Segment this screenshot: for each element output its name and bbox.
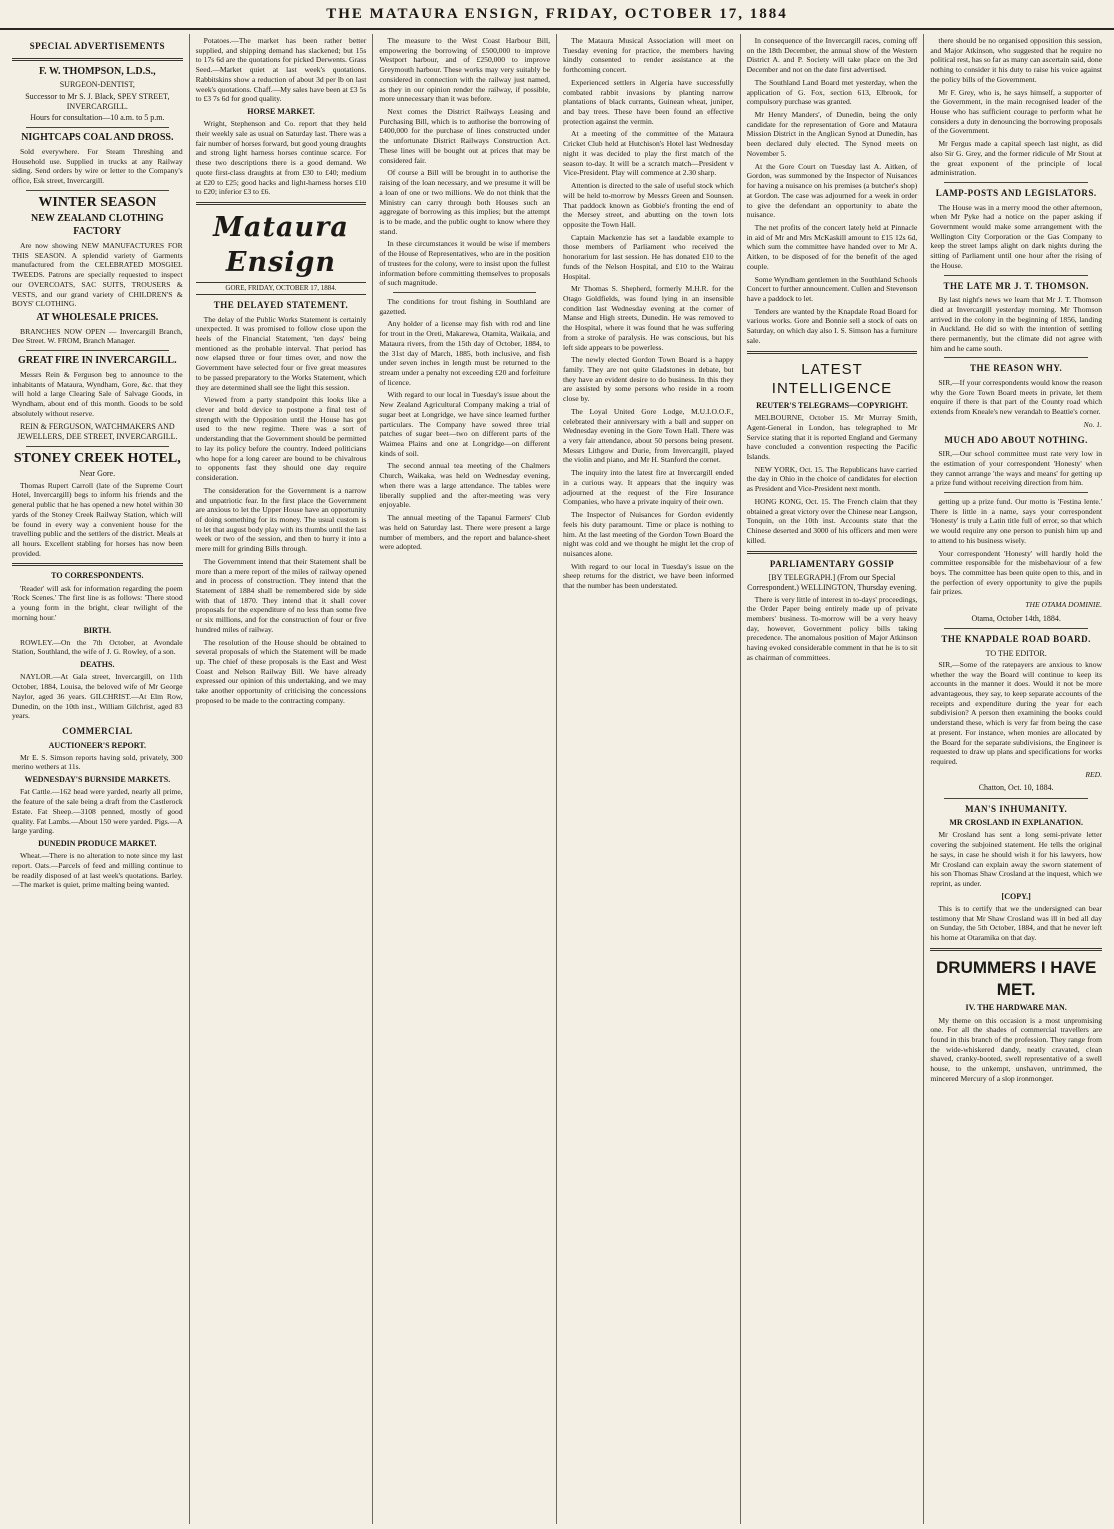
local-news-item: The newly elected Gordon Town Board is a happy family. They are not quite Gladstones in debate, but they have an evident desire to do business. In this they are assisted by some persons who reside in a room close by. bbox=[563, 355, 734, 404]
divider bbox=[26, 190, 169, 191]
produce-body: Wheat.—There is no alteration to note since my last report. Oats.—Parcels of feed and milling continue to be readily disposed of at last week's quotations. Barley.—The market is quiet, prime malting being wanted. bbox=[12, 851, 183, 890]
local-news-item: The Inspector of Nuisances for Gordon evidently feels his duty paramount. Time or place is nothing to him. At the last meeting of the Gordon Town Board the night was cold and we thought he might let the crop of nuisances alone. bbox=[563, 510, 734, 558]
inhumanity-heading: MAN'S INHUMANITY. bbox=[965, 803, 1068, 814]
divider bbox=[393, 292, 536, 293]
knapdale-date: Chatton, Oct. 10, 1884. bbox=[978, 783, 1054, 793]
divider bbox=[944, 628, 1088, 629]
farmers-club-body: The annual meeting of the Tapanui Farmers' Club was held on Saturday last. There were present a large number of members, and the report and balance-sheet were adopted. bbox=[379, 513, 550, 552]
dentist-ad-hours: Hours for consultation—10 a.m. to 5 p.m. bbox=[30, 113, 165, 123]
local-news-item: At a meeting of the committee of the Mataura Cricket Club held at Hutchison's Hotel last Wednesday night it was decided to play the first match of the season to-day. It will be a scratch match—President v Vice-President. Play will commence at 2.30 sharp. bbox=[563, 129, 734, 178]
knapdale-heading: THE KNAPDALE ROAD BOARD. bbox=[941, 634, 1091, 645]
editorial-paragraph: The resolution of the House should be obtained to several proposals of which the Statement will be made up. The chief of these proposals is the East and West Coast and Nelson Railway Bill. We have already expressed our opinion of this undertaking, and we may take another opportunity of criticising the concessions proposed to be made to the contracting company. bbox=[195, 637, 367, 705]
much-ado-heading: MUCH ADO ABOUT NOTHING. bbox=[944, 434, 1088, 445]
local-news-item: Mr Henry Manders', of Dunedin, being the only candidate for the representation of Gore and Mataura Mission District in the Anglican Synod at Dunedin, has been declared duly elected. The Synod meets on November 5. bbox=[746, 110, 918, 158]
birth-body: ROWLEY.—On the 7th October, at Avondale Station, Southland, the wife of J. G. Rowley, of a son. bbox=[12, 637, 183, 657]
local-news-item: The Mataura Musical Association will meet on Tuesday evening for practice, the members having kindly consented to render assistance at the forthcoming concert. bbox=[563, 36, 734, 75]
column-1 bbox=[6, 34, 190, 1524]
local-news-item: The inquiry into the latest fire at Invercargill ended in a curious way. It appears that the inquiry was adjourned at the request of the Fire Insurance Companies, who have a private inquiry of their own. bbox=[563, 468, 734, 507]
divider bbox=[944, 357, 1088, 358]
lamp-posts-heading: LAMP-POSTS AND LEGISLATORS. bbox=[935, 188, 1097, 199]
fire-ad-body: Messrs Rein & Ferguson beg to announce to the inhabitants of Mataura, Wyndham, Gore, &c. that they will hold a large Clearing Sale of Salvage Goods, in Wyndham, about end of this month. Goods to be sold absolutely without reserve. bbox=[12, 369, 183, 418]
gossip-continued: there should be no organised opposition this session, and Major Atkinson, who suggested that he require no political rest, has so far as many can ascertain said, done nothing to consider it his duty to raise his voice against the policy bills of the Government. bbox=[930, 36, 1102, 84]
divider bbox=[12, 563, 183, 566]
divider bbox=[12, 58, 183, 61]
editorial-paragraph: Next comes the District Railways Leasing and Purchasing Bill, which is to authorise the borrowing of £400,000 for the purchase of lines constructed under the unfortunate District Railways Construction Act. These lines will be bought out at prices that may be considered fair. bbox=[379, 107, 550, 165]
editorial-paragraph: The measure to the West Coast Harbour Bill, empowering the borrowing of £500,000 to improve Westport harbour, and of £250,000 to improve Greymouth harbour. These works may very suitably be considered in connection with the railway just named, as they in our opinion render the railway, if possible, more unnecessary than it was before. bbox=[379, 36, 550, 104]
letter-signature: THE OTAMA DOMINIE. bbox=[1025, 600, 1102, 610]
crosland-heading: MR CROSLAND IN EXPLANATION. bbox=[949, 818, 1083, 828]
newspaper-title: THE MATAURA ENSIGN, FRIDAY, OCTOBER 17, 1884 bbox=[326, 5, 788, 22]
copy-heading: [COPY.] bbox=[1001, 891, 1031, 901]
reason-why-body: SIR,—If your correspondents would know the reason why the Gore Town Board meets in private, let them enquire if there is that part of the County road which extends from Kneale's new verandah to Beattie's corner. bbox=[930, 377, 1102, 417]
local-news-item: With regard to our local in Tuesday's issue on the sheep returns for the district, we have been informed that the number has been understated. bbox=[563, 561, 734, 591]
dentist-ad-title: SURGEON-DENTIST, bbox=[59, 80, 135, 90]
auctioneers-heading: AUCTIONEER'S REPORT. bbox=[48, 740, 147, 750]
horse-market-heading: HORSE MARKET. bbox=[247, 107, 315, 117]
local-news-item: Attention is directed to the sale of useful stock which will be held to-morrow by Messrs Green and Sounsen. That paddock known as Gobbie's fronting the end of the Mersey street, and abutting on the town lots opposite the Town Hall. bbox=[563, 181, 734, 229]
deaths-body: NAYLOR.—At Gala street, Invercargill, on 11th October, 1884, Louisa, the beloved wife of Mr George Naylor, aged 36 years. GILCHRIST.—At Elm Row, Dunedin, on the 10th inst., William Gilchrist, aged 83 years. bbox=[12, 672, 183, 721]
coal-ad-body: Sold everywhere. For Steam Threshing and Household use. Supplied in trucks at any Railway siding. Send orders by wire or letter to the Company's office, Esk street, Invercargill. bbox=[12, 147, 183, 186]
agriculture-body: With regard to our local in Tuesday's issue about the New Zealand Agricultural Company making a trial of sugar beet at Longridge, we have since learned further particulars. The Company have sowed three trial patches of sugar beet—two on different parts of the Waimea Plains and one at Longridge—on different kinds of soil. bbox=[379, 390, 550, 458]
markets-heading: WEDNESDAY'S BURNSIDE MARKETS. bbox=[24, 775, 171, 785]
special-ads-heading: SPECIAL ADVERTISEMENTS bbox=[29, 41, 166, 51]
column-3 bbox=[373, 34, 557, 1524]
fire-ad-sig: REIN & FERGUSON, WATCHMAKERS AND JEWELLERS, DEE STREET, INVERCARGILL. bbox=[17, 421, 178, 441]
local-news-item: The net profits of the concert lately held at Pinnacle in aid of Mr and Mrs McKaskill amount to £15 12s 6d, which sum the committee have handed over to Mr A. Aitken, to be disposed of for the benefit of the aged couple. bbox=[746, 222, 918, 271]
telegram-item: NEW YORK, Oct. 15. The Republicans have carried the day in Ohio in the choice of candidates for election as President and Vice-President next month. bbox=[746, 464, 918, 494]
local-news-item: The Southland Land Board met yesterday, when the application of G. Fox, section 613, Elbrook, for compulsory purchase was granted. bbox=[746, 77, 918, 107]
parliamentary-gossip-body: There is very little of interest in to-days' proceedings, the Order Paper being entirely made up of private members' business. To-morrow will be a very heavy day, however, Government policy bills taking precedence. The anomalous position of Major Atkinson having evoked considerable comment in that he is to sit as chairman of committees. bbox=[746, 594, 918, 662]
reuters-subheading: REUTER'S TELEGRAMS—COPYRIGHT. bbox=[756, 400, 908, 410]
drummers-heading: DRUMMERS I HAVE MET. bbox=[936, 957, 1097, 999]
birth-heading: BIRTH. bbox=[83, 625, 112, 635]
crosland-body: Mr Crosland has sent a long semi-private letter covering the subjoined statement. He tells the original he says, in case he should wish it for his lawyers, how Mr Crosland can explain away the sworn statement of his son Thomas Shaw Crosland at the inquest, which we reprint, as under. bbox=[930, 830, 1102, 889]
letter-continued: Your correspondent 'Honesty' will hardly hold the committee responsible for the misbehaviour of a few boys. The committee has been quite open to this, and in the perfection of every opportunity to give the pupils fair prizes. bbox=[930, 548, 1102, 597]
newspaper-page bbox=[6, 34, 1108, 1524]
divider bbox=[944, 275, 1088, 276]
editorial-paragraph: In these circumstances it would be wise if members of the House of Representatives, who are in the position of trustees for the colony, were to insist upon the fullest information before committing themselves to proposals of such magnitude. bbox=[379, 239, 550, 288]
fire-ad-heading: GREAT FIRE IN INVERCARGILL. bbox=[18, 355, 177, 367]
potatoes-body: Potatoes.—The market has been rather better supplied, and shipping demand has slackened; but 15s to 17s 6d are the quotations for picked Derwents. Grass Seed.—Market quiet at last week's quotations. Rabbitskins show a reduction of about 3d per lb on last week's quotations. Chaff.—My sales have been at £3 5s to £3 7s 6d for good quality. bbox=[195, 36, 367, 104]
hotel-ad-body: Thomas Rupert Carroll (late of the Supreme Court Hotel, Invercargill) begs to inform his friends and the general public that he has opened a new hotel within 30 yards of the Stoney Creek Railway Station, which will be found in every way a convenient house for the travelling public and the settlers of the district. Meals at all hours. Excellent stabling for horses has now been provided. bbox=[12, 480, 183, 558]
reason-why-signature: No. 1. bbox=[1083, 419, 1102, 429]
knapdale-signature: RED. bbox=[1085, 769, 1102, 779]
fishing-body: Any holder of a license may fish with rod and line for trout in the Oreti, Makarewa, Otamita, Waikaia, and Mataura rivers, from the 15th day of October, 1884, to the 31st day of March, 1885, both inclusive, and fish under seven inches in length must be returned to the stream under a penalty not exceeding £20 and forfeiture of licence. bbox=[379, 319, 550, 387]
masthead bbox=[0, 0, 1114, 30]
coal-ad-heading: NIGHTCAPS COAL AND DROSS. bbox=[21, 132, 174, 144]
clothing-ad-branches: BRANCHES NOW OPEN — Invercargill Branch, Dee Street. W. FROM, Branch Manager. bbox=[12, 326, 183, 346]
drummers-body: My theme on this occasion is a most unpromising one. For all the shades of commercial travellers are found in this branch of the profession. They range from the wide-whiskered dandy, neatly cravated, clean shaved, cranky-booted, swell representative of a swell house, to the unkempt, unshaven, untrimmed, the mincered Mercury of a slop ironmonger. bbox=[930, 1015, 1102, 1083]
deaths-heading: DEATHS. bbox=[80, 660, 115, 670]
divider bbox=[747, 551, 918, 554]
much-ado-body: SIR,—Our school committee must rate very low in the estimation of your correspondent 'Honesty' when they cannot arrange 'the ways and means' for getting up a prize fund without receiving direction from him. bbox=[930, 449, 1102, 488]
editorial-heading: THE DELAYED STATEMENT. bbox=[213, 300, 349, 311]
horse-market-body: Wright, Stephenson and Co. report that they held their weekly sale as usual on Saturday last. There was a fair number of horses forward, but good young draughts and strong light harness horses continue scarce. For these two descriptions there is a good demand. We quote first-class draughts at from £30 to £40; medium at £20 to £25; good hacks and light-harness horses £10 to £20; inferior £3 to £6. bbox=[195, 119, 367, 197]
local-news-item: The Loyal United Gore Lodge, M.U.I.O.O.F., celebrated their anniversary with a ball and supper on Wednesday evening in the Gore Town Hall. There was a very fair attendance, about 50 persons being present. Messrs Lithgow and Durie, from Invercargill, played the violin and piano, and Mr H. Stanford the cornet. bbox=[563, 406, 734, 465]
clothing-ad-body: Are now showing NEW MANUFACTURES FOR THIS SEASON. A splendid variety of Garments manufactured from the CELEBRATED MOSGIEL TWEEDS. Patrons are specially requested to inspect our OVERCOATS, SAC SUITS, TROUSERS & VESTS, and our grand variety of CHILDREN'S & BOYS' CLOTHING. bbox=[12, 240, 183, 309]
editorial-paragraph: The Government intend that their Statement shall be more than a mere report of the miles of railway opened and in process of construction. They intend that the Statement of 1884 shall be remembered side by side with that of 1870. They intend that it shall cover proposals for the expenditure of no less than some five or six millions, and for the construction of four or five hundred miles of railway. bbox=[195, 556, 367, 634]
divider bbox=[26, 127, 169, 128]
letter-continued: getting up a prize fund. Our motto is 'Festina lente.' There is little in a name, says your correspondent 'Honesty' is truly a Latin title full of error, so that which we would require any one person to punish him up and to attend to his business wisely. bbox=[930, 496, 1102, 545]
divider bbox=[26, 446, 169, 447]
divider bbox=[196, 202, 367, 205]
letter-date: Otama, October 14th, 1884. bbox=[971, 613, 1061, 623]
markets-body: Fat Cattle.—162 head were yarded, nearly all prime, the feature of the sale being a draft from the Castlerock Estate. Fat Sheep.—3108 penned, mostly of good quality. Fat Lambs.—About 150 were yarded. Pigs.—A large yarding. bbox=[12, 787, 183, 836]
ensign-dateline: GORE, FRIDAY, OCTOBER 17, 1884. bbox=[196, 282, 367, 295]
divider bbox=[930, 948, 1102, 951]
drummers-sub: IV. THE HARDWARE MAN. bbox=[965, 1003, 1067, 1013]
hotel-ad-heading: STONEY CREEK HOTEL, bbox=[13, 451, 181, 467]
column-2 bbox=[190, 34, 374, 1524]
gossip-continued: Mr F. Grey, who is, he says himself, a supporter of the Government, in the main recognised leader of the House who has sufficient courage to perform what he considers a duty in denouncing the borrowing proposals of the Government. bbox=[930, 87, 1102, 136]
telegram-item: MELBOURNE, October 15. Mr Murray Smith, Agent-General in London, has telegraphed to Mr Service stating that it is reported England and Germany have concluded a convention respecting the Pacific Islands. bbox=[746, 413, 918, 462]
commercial-heading: COMMERCIAL bbox=[62, 726, 133, 737]
local-news-item: At the Gore Court on Tuesday last A. Aitken, of Gordon, was summoned by the Inspector of Nuisances for having a nuisance on his premises (a butcher's shop) at Gordon. The case was adjourned for a week in order to give the defendant an opportunity to abate the nuisance. bbox=[746, 161, 918, 220]
tea-meeting-body: The second annual tea meeting of the Chalmers Church, Waikaka, was held on Wednesday evening, when there was a large attendance. The tables were liberally supplied and the after-meeting was very enjoyable. bbox=[379, 461, 550, 510]
editorial-paragraph: Viewed from a party standpoint this looks like a clever and bold device to postpone a final test of strength with the Opposition until the House has got used to the new regime. There was a sort of understanding that the Government should be permitted to lay its policy before the country. Indeed politicians who hope for a long career are bound to be chivalrous to opponents fast they should one day require consideration. bbox=[195, 395, 367, 483]
editorial-paragraph: The consideration for the Government is a narrow and unpatriotic fear. In the first place the Government are anxious to let the Upper House have an opportunity of doing something for its money. The usual custom is to let that august body play with its thumbs until the last week or two of the session, and then to hurry it into a mere mill for grinding Bills through. bbox=[195, 485, 367, 554]
local-news-item: Mr Thomas S. Shepherd, formerly M.H.R. for the Otago Goldfields, was found lying in an insensible condition last Wednesday evening at the corner of Manse and High streets, Dunedin. He was removed to the Hospital, where it was found that he was suffering from a stroke of paralysis. He was conscious, but his left side appears to be powerless. bbox=[563, 284, 734, 352]
latest-intelligence-heading: LATEST INTELLIGENCE bbox=[771, 360, 893, 397]
thomson-heading: THE LATE MR J. T. THOMSON. bbox=[943, 280, 1089, 291]
auctioneers-body: Mr E. S. Simson reports having sold, privately, 300 merino wethers at 11s. bbox=[12, 752, 183, 772]
editorial-paragraph: The delay of the Public Works Statement is certainly unexpected. It was promised to follow close upon the heels of the Financial Statement, 'ten days' being mentioned as the probable interval. That period has now elapsed three or four times over, and now the Government have selected four or five great measures to be passed preparatory to the Works Statement, which they are determined shall see the light this session. bbox=[195, 314, 367, 392]
dentist-ad-line: Successor to Mr S. J. Black, SPEY STREET, INVERCARGILL. bbox=[25, 91, 170, 111]
clothing-ad-heading: WINTER SEASON bbox=[38, 194, 157, 210]
local-news-item: Some Wyndham gentlemen in the Southland Schools Concert to further announcement. Cullen and Stevenson have a paddock to let. bbox=[746, 274, 918, 303]
parliamentary-gossip-sub: [BY TELEGRAPH.] (From our Special Correspondent.) WELLINGTON, Thursday evening. bbox=[747, 573, 917, 593]
clothing-ad-sub: NEW ZEALAND CLOTHING FACTORY bbox=[31, 213, 164, 238]
knapdale-body: SIR,—Some of the ratepayers are anxious to know whether the way the Board will continue to keep its accounts in the manner it does. Would it not be more advantageous, they say, to keep separate accounts of the receipts and expenditure during the year for each subdivision? A person then examining the books could understand these, which is very far from being the case at present. For instance, when monies are allocated by the Board for the separate subdivisions, the Engineer is requested to draw up plans and specifications for works required. bbox=[930, 659, 1102, 767]
local-news-item: Tenders are wanted by the Knapdale Road Board for various works. Gore and Bonnie sell a stock of oats on Saturday, on which day also I. S. Simson has a furniture sale. bbox=[746, 306, 918, 345]
divider bbox=[944, 798, 1088, 799]
column-4 bbox=[557, 34, 741, 1524]
dentist-ad-name: F. W. THOMPSON, L.D.S., bbox=[38, 65, 156, 77]
divider bbox=[944, 492, 1088, 493]
parliamentary-gossip-heading: PARLIAMENTARY GOSSIP bbox=[769, 558, 895, 569]
divider bbox=[747, 351, 918, 354]
clothing-ad-price: AT WHOLESALE PRICES. bbox=[36, 311, 159, 323]
knapdale-to-editor: TO THE EDITOR. bbox=[985, 648, 1047, 658]
correspondents-heading: TO CORRESPONDENTS. bbox=[51, 571, 144, 581]
telegram-item: HONG KONG, Oct. 15. The French claim that they obtained a great victory over the Chinese near Langson, Tonquin, on the 10th inst. Accounts state that the Chinese deserted and 3000 of his officers and men were killed. bbox=[746, 496, 918, 545]
hotel-ad-sub: Near Gore. bbox=[79, 469, 116, 479]
copy-body: This is to certify that we the undersigned can bear testimony that Mr Shaw Crosland was ill in bed all day on Sunday, the 5th October, 1884, and that he never left his home at Otaramika on that day. bbox=[930, 903, 1102, 943]
ensign-masthead: Mataura Ensign bbox=[213, 212, 349, 278]
local-news-item: In consequence of the Invercargill races, coming off on the 18th December, the annual show of the Western District A. and P. Society will take place on the 3rd December and not on the date first advertised. bbox=[746, 36, 918, 75]
lamp-posts-body: The House was in a merry mood the other afternoon, when Mr Pyke had a notice on the paper asking if Government would make some arrangement with the Wellington City Corporation or the Gas Company to keep the street lamps alight on dark nights during the sitting of Parliament until one hour after the rising of the House. bbox=[930, 202, 1102, 270]
column-6 bbox=[924, 34, 1108, 1524]
divider bbox=[26, 350, 169, 351]
thomson-body: By last night's news we learn that Mr J. T. Thomson died at Invercargill yesterday morning. Mr Thomson arrived in the colony in the beginning of 1856, landing in Auckland. He did so with the intention of settling there permanently, but the climate did not agree with him and he came south. bbox=[930, 295, 1102, 353]
column-5 bbox=[741, 34, 925, 1524]
correspondents-body: 'Reader' will ask for information regarding the poem 'Rock Scenes.' The first line is as follows: 'There stood a young form in the bright, clear twilight of the morning hour.' bbox=[12, 583, 183, 622]
divider bbox=[944, 182, 1088, 183]
reason-why-heading: THE REASON WHY. bbox=[970, 363, 1063, 374]
editorial-paragraph: Of course a Bill will be brought in to authorise the raising of the loan necessary, and we presume it will be a loan of one or two millions. We do not think that the Ministry can carry through both Houses such an aggregate of borrowing as this implies; but the attempt is to be made, and the public ought to know where they stand. bbox=[379, 168, 550, 236]
fishing-lead: The conditions for trout fishing in Southland are gazetted. bbox=[379, 296, 550, 316]
local-news-item: Captain Mackenzie has set a laudable example to those members of Parliament who received the honorarium for last session. He has donated £10 to the funds of the Nelson Hospital, and £10 to the Wairau Hospital. bbox=[563, 232, 734, 281]
gossip-continued: Mr Fergus made a capital speech last night, as did also Sir G. Grey, and the former ridicule of Mr Stout at the great exponent of the principle of local administration. bbox=[930, 139, 1102, 178]
local-news-item: Experienced settlers in Algeria have successfully combated rabbit invasions by planting narrow plantations of black currants, Guinean wheat, juniper, and bay trees. These have been found an effective protection against the vermin. bbox=[563, 77, 734, 126]
produce-heading: DUNEDIN PRODUCE MARKET. bbox=[38, 839, 157, 849]
